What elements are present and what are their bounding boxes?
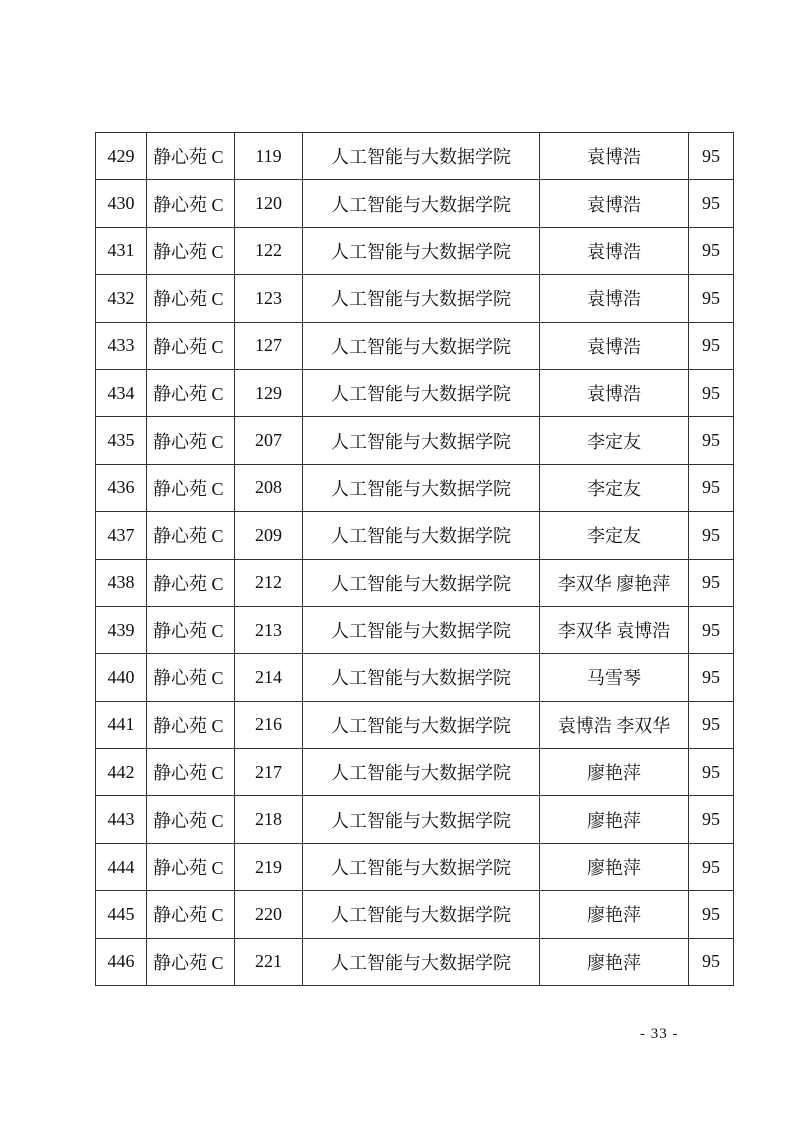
room-number-cell: 123 [235,275,303,322]
table-row [96,275,734,322]
building-cell: 静心苑 C [147,843,235,890]
building-cell: 静心苑 C [147,322,235,369]
table-row [96,843,734,890]
score-cell: 95 [689,417,734,464]
score-cell: 95 [689,891,734,938]
inspector-cell: 廖艳萍 [540,843,689,890]
table-row [96,369,734,416]
inspector-cell: 廖艳萍 [540,891,689,938]
score-cell: 95 [689,180,734,227]
building-cell: 静心苑 C [147,796,235,843]
row-number-cell: 442 [96,749,147,796]
table-row [96,891,734,938]
row-number-cell: 440 [96,654,147,701]
inspector-cell: 袁博浩 [540,180,689,227]
inspector-cell: 袁博浩 [540,133,689,180]
room-number-cell: 216 [235,701,303,748]
college-cell: 人工智能与大数据学院 [303,559,540,606]
college-cell: 人工智能与大数据学院 [303,654,540,701]
room-number-cell: 214 [235,654,303,701]
inspector-cell: 廖艳萍 [540,749,689,796]
college-cell: 人工智能与大数据学院 [303,749,540,796]
table-row [96,559,734,606]
building-cell: 静心苑 C [147,749,235,796]
room-number-cell: 120 [235,180,303,227]
score-cell: 95 [689,654,734,701]
table-row [96,180,734,227]
room-number-cell: 218 [235,796,303,843]
building-cell: 静心苑 C [147,512,235,559]
college-cell: 人工智能与大数据学院 [303,891,540,938]
inspector-cell: 李双华 廖艳萍 [540,559,689,606]
college-cell: 人工智能与大数据学院 [303,369,540,416]
row-number-cell: 438 [96,559,147,606]
table-row [96,606,734,653]
score-cell: 95 [689,606,734,653]
building-cell: 静心苑 C [147,180,235,227]
building-cell: 静心苑 C [147,559,235,606]
table-row [96,701,734,748]
college-cell: 人工智能与大数据学院 [303,227,540,274]
row-number-cell: 443 [96,796,147,843]
table-row [96,938,734,985]
table-row [96,227,734,274]
college-cell: 人工智能与大数据学院 [303,417,540,464]
room-number-cell: 129 [235,369,303,416]
table-body [96,133,734,986]
building-cell: 静心苑 C [147,227,235,274]
inspector-cell: 李双华 袁博浩 [540,606,689,653]
college-cell: 人工智能与大数据学院 [303,796,540,843]
score-cell: 95 [689,275,734,322]
room-number-cell: 119 [235,133,303,180]
building-cell: 静心苑 C [147,369,235,416]
row-number-cell: 433 [96,322,147,369]
table-row [96,654,734,701]
college-cell: 人工智能与大数据学院 [303,701,540,748]
score-cell: 95 [689,938,734,985]
inspector-cell: 李定友 [540,464,689,511]
room-number-cell: 207 [235,417,303,464]
room-number-cell: 221 [235,938,303,985]
inspector-cell: 李定友 [540,417,689,464]
room-number-cell: 220 [235,891,303,938]
room-number-cell: 212 [235,559,303,606]
row-number-cell: 446 [96,938,147,985]
room-number-cell: 209 [235,512,303,559]
table-row [96,796,734,843]
page-number: - 33 - [640,1026,679,1042]
score-cell: 95 [689,843,734,890]
table-row [96,749,734,796]
inspector-cell: 廖艳萍 [540,938,689,985]
row-number-cell: 445 [96,891,147,938]
table-row [96,417,734,464]
dormitory-score-table [95,132,734,986]
building-cell: 静心苑 C [147,133,235,180]
college-cell: 人工智能与大数据学院 [303,133,540,180]
building-cell: 静心苑 C [147,654,235,701]
college-cell: 人工智能与大数据学院 [303,322,540,369]
row-number-cell: 441 [96,701,147,748]
building-cell: 静心苑 C [147,275,235,322]
table-row [96,133,734,180]
score-cell: 95 [689,796,734,843]
row-number-cell: 437 [96,512,147,559]
room-number-cell: 217 [235,749,303,796]
inspector-cell: 马雪琴 [540,654,689,701]
college-cell: 人工智能与大数据学院 [303,938,540,985]
inspector-cell: 袁博浩 [540,322,689,369]
college-cell: 人工智能与大数据学院 [303,606,540,653]
building-cell: 静心苑 C [147,701,235,748]
inspector-cell: 廖艳萍 [540,796,689,843]
score-cell: 95 [689,227,734,274]
room-number-cell: 219 [235,843,303,890]
score-cell: 95 [689,701,734,748]
score-cell: 95 [689,464,734,511]
score-cell: 95 [689,133,734,180]
row-number-cell: 431 [96,227,147,274]
row-number-cell: 436 [96,464,147,511]
building-cell: 静心苑 C [147,417,235,464]
inspector-cell: 袁博浩 [540,227,689,274]
college-cell: 人工智能与大数据学院 [303,464,540,511]
inspector-cell: 袁博浩 [540,275,689,322]
room-number-cell: 208 [235,464,303,511]
college-cell: 人工智能与大数据学院 [303,180,540,227]
table-row [96,464,734,511]
building-cell: 静心苑 C [147,938,235,985]
room-number-cell: 127 [235,322,303,369]
table-row [96,322,734,369]
row-number-cell: 430 [96,180,147,227]
row-number-cell: 429 [96,133,147,180]
table-row [96,512,734,559]
score-cell: 95 [689,559,734,606]
building-cell: 静心苑 C [147,606,235,653]
building-cell: 静心苑 C [147,891,235,938]
row-number-cell: 444 [96,843,147,890]
college-cell: 人工智能与大数据学院 [303,275,540,322]
building-cell: 静心苑 C [147,464,235,511]
college-cell: 人工智能与大数据学院 [303,512,540,559]
score-cell: 95 [689,749,734,796]
score-cell: 95 [689,512,734,559]
inspector-cell: 袁博浩 李双华 [540,701,689,748]
row-number-cell: 434 [96,369,147,416]
inspector-cell: 李定友 [540,512,689,559]
row-number-cell: 439 [96,606,147,653]
score-cell: 95 [689,322,734,369]
inspector-cell: 袁博浩 [540,369,689,416]
score-cell: 95 [689,369,734,416]
row-number-cell: 435 [96,417,147,464]
room-number-cell: 122 [235,227,303,274]
room-number-cell: 213 [235,606,303,653]
college-cell: 人工智能与大数据学院 [303,843,540,890]
row-number-cell: 432 [96,275,147,322]
